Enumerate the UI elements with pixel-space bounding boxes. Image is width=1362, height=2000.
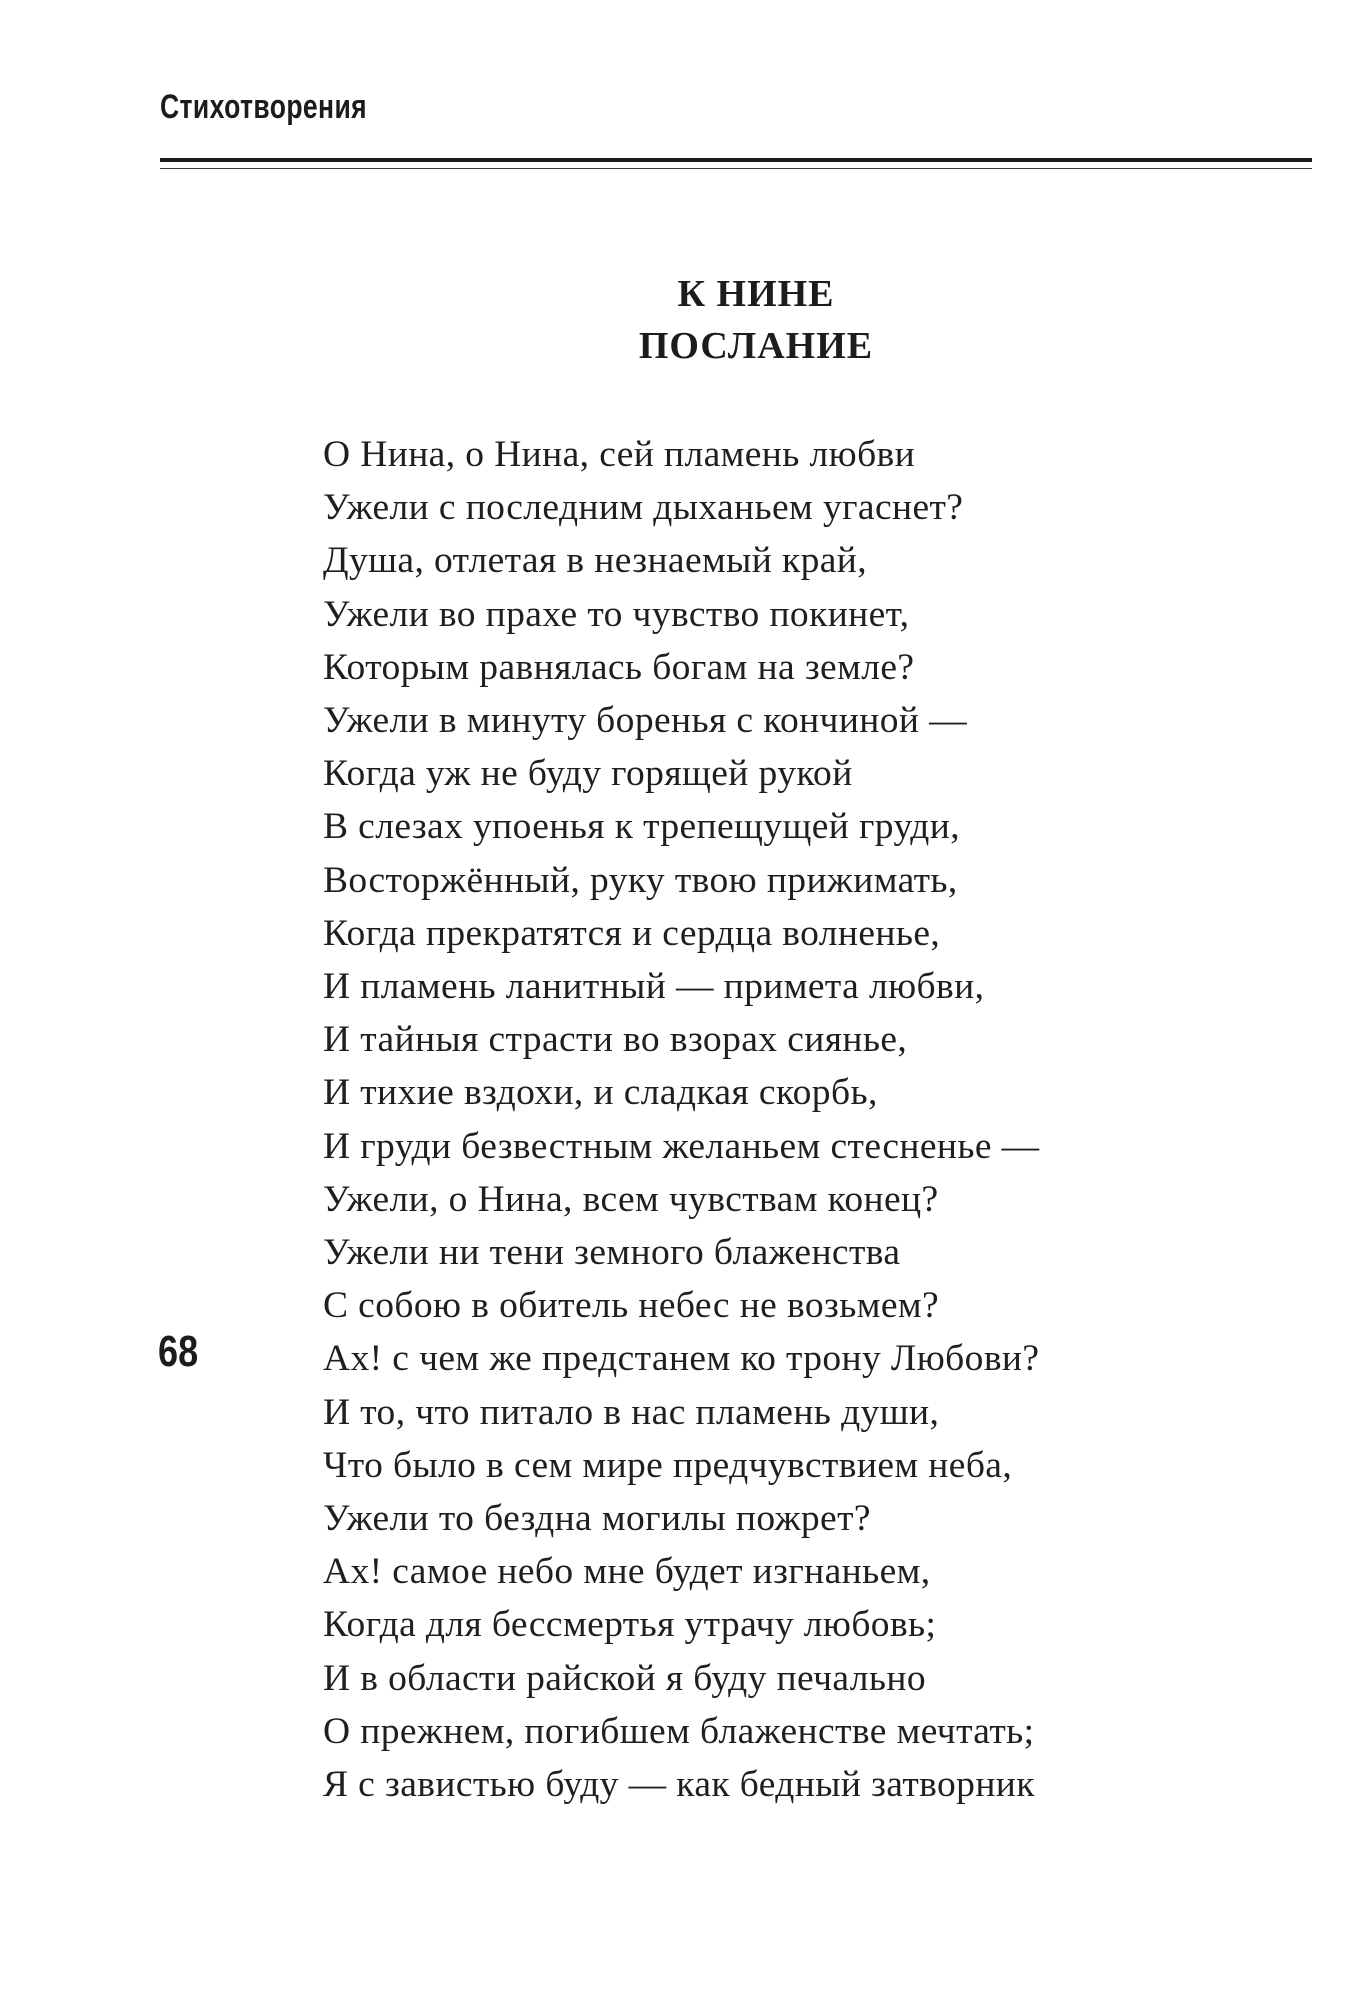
poem-line: О прежнем, погибшем блаженстве мечтать; [323, 1710, 1035, 1752]
poem-body [323, 428, 1323, 1811]
poem-line: И пламень ланитный — примета любви, [323, 966, 985, 1008]
poem-line: С собою в обитель небес не возьмем? [323, 1285, 940, 1327]
poem-subtitle: ПОСЛАНИЕ [638, 325, 874, 367]
poem-line: И груди безвестным желаньем стесненье — [323, 1125, 1040, 1167]
poem-line: Которым равнялась богам на земле? [323, 646, 915, 688]
poem-line: Когда уж не буду горящей рукой [323, 753, 853, 795]
poem-line: Ужели ни тени земного блаженства [323, 1232, 901, 1274]
poem-line: Ах! с чем же предстанем ко трону Любови? [323, 1338, 1040, 1380]
poem-line: Ужели в минуту боренья с кончиной — [323, 700, 968, 742]
header-rule-thin [160, 168, 1312, 169]
poem-line: Ужели во прахе то чувство покинет, [323, 593, 910, 635]
poem-line: Когда для бессмертья утрачу любовь; [323, 1604, 937, 1646]
poem-line: О Нина, о Нина, сей пламень любви [323, 434, 916, 475]
poem-line: И в области райской я буду печально [323, 1657, 926, 1699]
poem-line: Ужели, о Нина, всем чувствам конец? [323, 1178, 939, 1220]
poem-line: Восторжённый, руку твою прижимать, [323, 859, 958, 901]
poem-line: Я с завистью буду — как бедный затворник [323, 1764, 1035, 1806]
poem-line: Ужели то бездна могилы пожрет? [323, 1498, 871, 1540]
poem-line: Ах! самое небо мне будет изгнаньем, [323, 1551, 931, 1593]
poem-line: И тайныя страсти во взорах сиянье, [323, 1019, 908, 1061]
poem-line: Ужели с последним дыханьем угаснет? [323, 487, 964, 529]
poem-line: И то, что питало в нас пламень души, [323, 1391, 940, 1433]
poem-title: К НИНЕ [677, 273, 835, 315]
running-title: Стихотворения [160, 88, 368, 126]
poem-line: Что было в сем мире предчувствием неба, [323, 1444, 1013, 1486]
poem-title-block [0, 268, 1362, 372]
poem-line: В слезах упоенья к трепещущей груди, [323, 806, 960, 848]
header-rule-thick [160, 158, 1312, 162]
poem-line: И тихие вздохи, и сладкая скорбь, [323, 1072, 878, 1114]
page-number: 68 [158, 1327, 199, 1376]
poem-line: Когда прекратятся и сердца волненье, [323, 912, 941, 954]
poem-line: Душа, отлетая в незнаемый край, [323, 540, 868, 582]
